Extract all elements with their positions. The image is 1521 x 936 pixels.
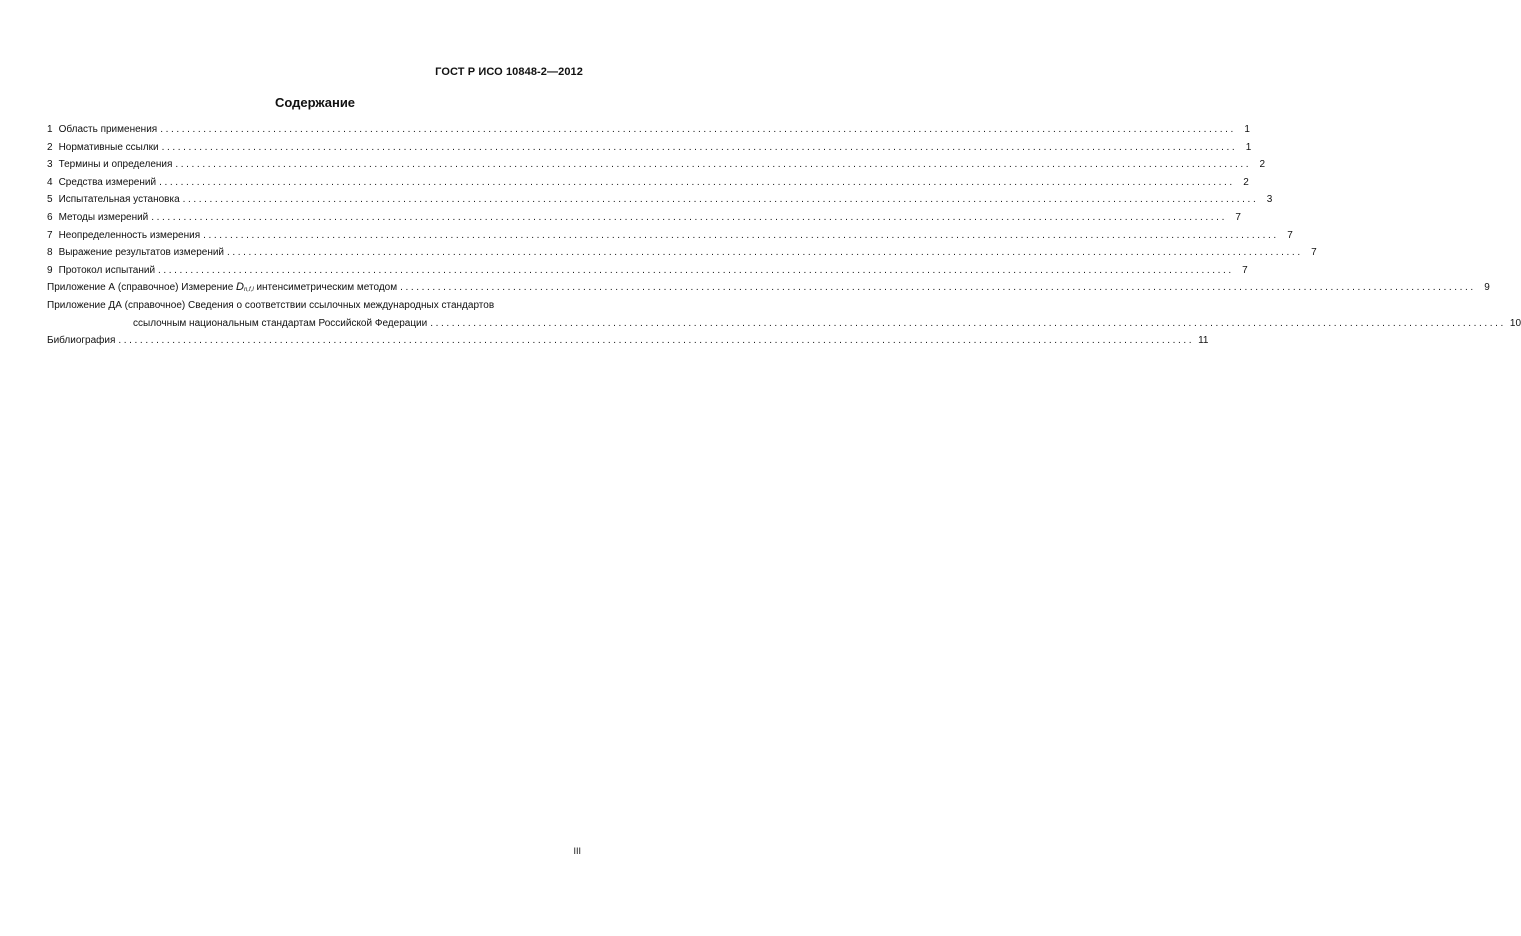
toc-entry-page: 1 xyxy=(1244,124,1250,135)
toc-entry-number: 4 xyxy=(47,176,53,188)
dot-leader: ........................................................................................................................................................................................................ xyxy=(175,159,1252,171)
toc-entry-number: 1 xyxy=(47,124,53,135)
toc-entry[interactable] xyxy=(47,121,1250,139)
toc-entry-page: 2 xyxy=(1259,159,1266,171)
toc-entry-page: 1 xyxy=(1245,141,1252,153)
toc-entry-number: 5 xyxy=(47,194,53,206)
toc-entry-label: Термины и определения xyxy=(58,159,173,171)
toc-entry-label: Выражение результатов измерений xyxy=(58,247,225,259)
toc-entry[interactable] xyxy=(47,174,1249,192)
toc-entry-label: Неопределенность измерения xyxy=(58,229,201,241)
toc-entry-number: 6 xyxy=(47,211,53,223)
toc-entry-number: 8 xyxy=(47,247,53,259)
dot-leader: ........................................................................................................................................................................................................ xyxy=(203,229,1279,241)
toc-entry[interactable] xyxy=(47,244,1317,262)
dot-leader: ........................................................................................................................................................................................................ xyxy=(160,124,1236,135)
toc-entry-number: 7 xyxy=(47,229,53,241)
page-number: III xyxy=(573,846,581,856)
toc-entry-page: 7 xyxy=(1287,229,1293,241)
document-code: ГОСТ Р ИСО 10848-2—2012 xyxy=(435,66,583,78)
toc-entry-label: Средства измерений xyxy=(58,176,157,188)
annex-a-prefix: Приложение А (справочное) Измерение xyxy=(47,282,237,294)
toc-entry-annex-da[interactable] xyxy=(47,297,1521,332)
toc-entry-label: Нормативные ссылки xyxy=(58,141,159,153)
dot-leader: ........................................................................................................................................................................................................ xyxy=(161,141,1238,153)
dot-leader: ........................................................................................................................................................................................................ xyxy=(430,317,1506,329)
toc-entry-number: 9 xyxy=(47,264,53,276)
toc-entry-annex-a[interactable] xyxy=(47,279,1490,297)
toc-entry-label: Методы измерений xyxy=(58,211,149,223)
toc-entry-page: 11 xyxy=(1198,335,1209,347)
dot-leader: ........................................................................................................................................................................................................ xyxy=(182,194,1259,206)
toc-entry-page: 9 xyxy=(1484,282,1490,294)
dot-leader: ........................................................................................................................................................................................................ xyxy=(151,211,1227,223)
toc-entry-page: 10 xyxy=(1509,317,1521,329)
toc-entry[interactable] xyxy=(47,139,1252,157)
toc-entry[interactable] xyxy=(47,262,1248,280)
dot-leader: ........................................................................................................................................................................................................ xyxy=(158,264,1234,276)
toc-entry-label: Испытательная установка xyxy=(58,194,180,206)
annex-a-symbol: D xyxy=(236,281,244,294)
toc-entry-bibliography[interactable] xyxy=(47,332,1209,350)
toc-entry-page: 7 xyxy=(1311,247,1317,259)
annex-da-line2-row xyxy=(47,315,1521,333)
toc-entry-page: 7 xyxy=(1235,211,1241,223)
toc-entry-number: 3 xyxy=(47,159,53,171)
toc-entry-page: 7 xyxy=(1242,264,1248,276)
toc-entry-label: Область применения xyxy=(58,124,158,135)
annex-a-suffix: интенсиметрическим методом xyxy=(253,282,398,294)
toc-entry[interactable] xyxy=(47,227,1293,245)
dot-leader: ........................................................................................................................................................................................................ xyxy=(227,247,1303,259)
toc-entry[interactable] xyxy=(47,209,1241,227)
page-title: Содержание xyxy=(274,95,356,110)
toc-entry-page: 3 xyxy=(1266,194,1273,206)
annex-da-line1: Приложение ДА (справочное) Сведения о соответствии ссылочных международных стандартов xyxy=(47,299,495,311)
toc-entry[interactable] xyxy=(47,156,1266,174)
toc-entry-page: 2 xyxy=(1243,176,1249,188)
annex-da-line2: ссылочным национальным стандартам Российской Федерации xyxy=(133,317,428,329)
dot-leader: ........................................................................................................................................................................................................ xyxy=(400,282,1476,294)
bibliography-label: Библиография xyxy=(47,335,116,347)
dot-leader: ........................................................................................................................................................................................................ xyxy=(118,335,1195,347)
dot-leader: ........................................................................................................................................................................................................ xyxy=(159,176,1235,188)
table-of-contents xyxy=(47,121,1521,350)
toc-entry-number: 2 xyxy=(47,141,53,153)
toc-entry-label: Протокол испытаний xyxy=(58,264,156,276)
toc-entry[interactable] xyxy=(47,191,1273,209)
annex-a-symbol-subscript: n,f,l xyxy=(244,287,254,294)
